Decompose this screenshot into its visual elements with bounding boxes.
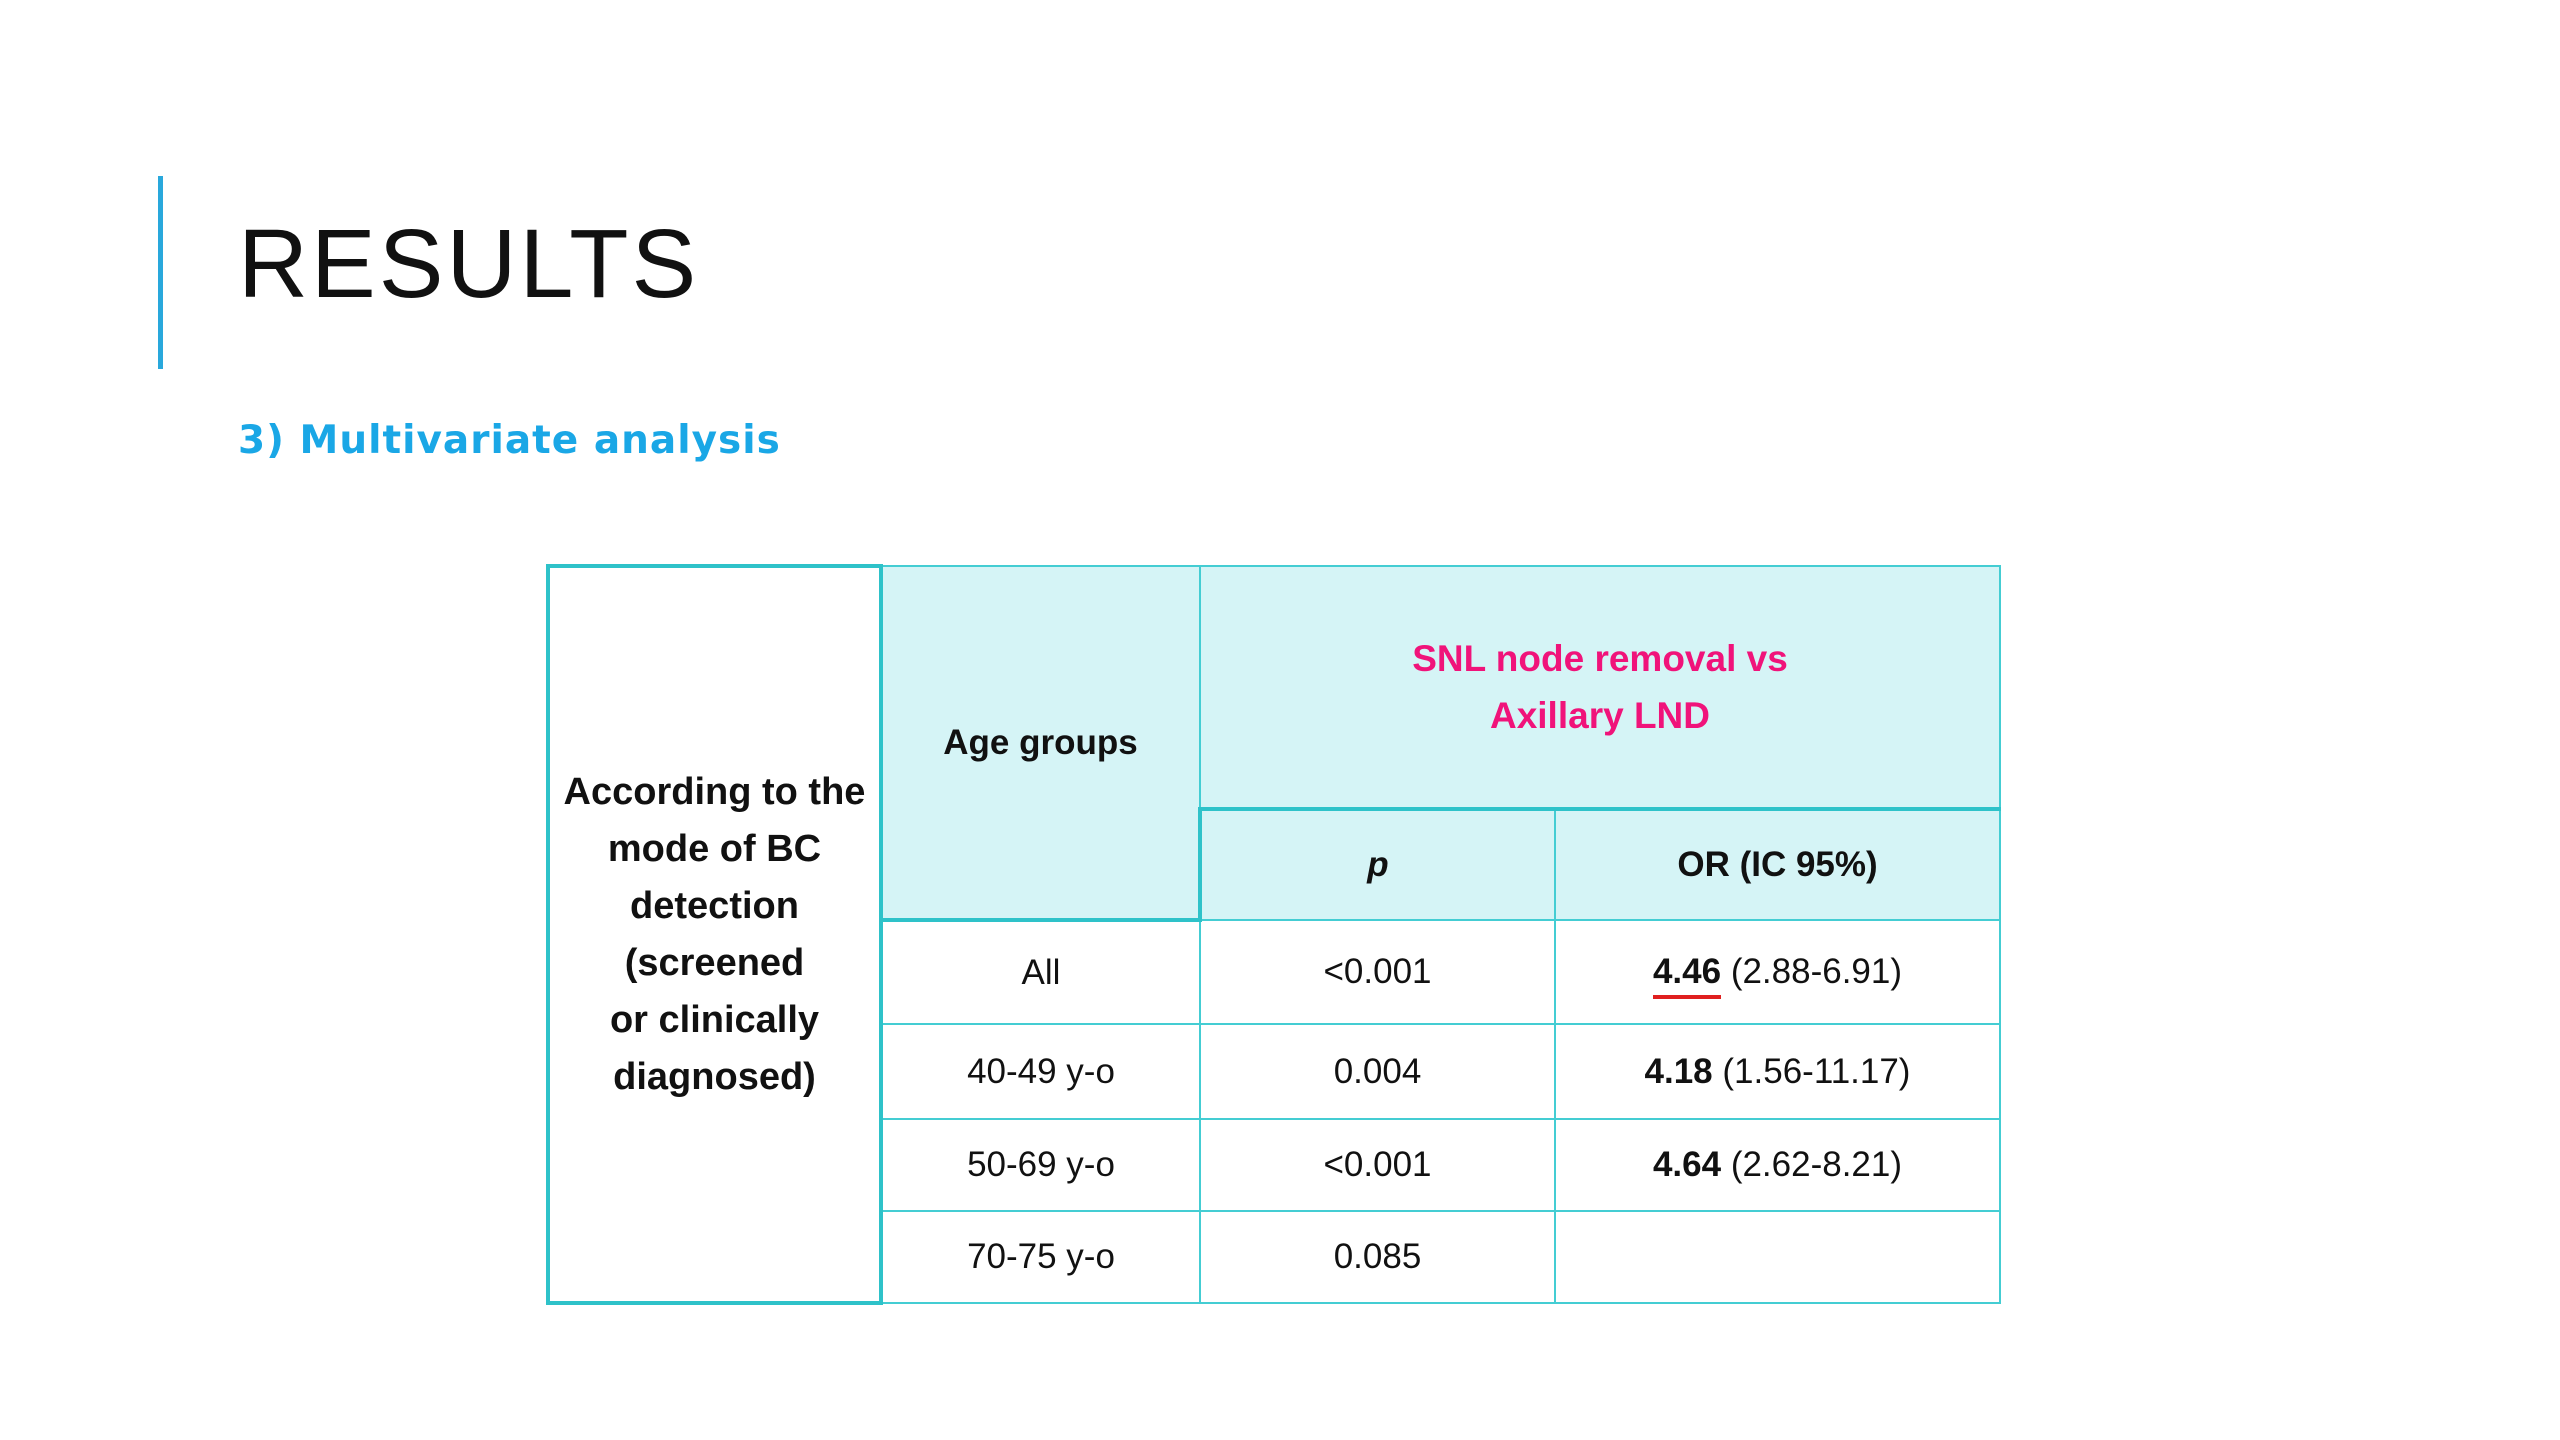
p-value-cell: 0.004 <box>1200 1024 1555 1119</box>
mode-line: diagnosed) <box>613 1055 816 1098</box>
confidence-interval: (2.62-8.21) <box>1730 1145 1903 1184</box>
age-cell: 70-75 y-o <box>881 1211 1200 1303</box>
age-cell: 40-49 y-o <box>881 1024 1200 1119</box>
title-accent-bar <box>158 176 163 369</box>
mode-line: or clinically <box>609 998 820 1041</box>
p-value-cell: <0.001 <box>1200 1119 1555 1211</box>
age-groups-header <box>881 566 1200 920</box>
odds-ratio-cell <box>1555 1024 2000 1119</box>
mode-line: mode of BC <box>607 827 822 870</box>
odds-ratio-cell <box>1555 1119 2000 1211</box>
mode-of-detection-cell <box>548 566 881 1303</box>
p-value-cell: <0.001 <box>1200 920 1555 1024</box>
age-groups-header-label: Age groups <box>943 722 1138 762</box>
odds-ratio-cell <box>1555 920 2000 1024</box>
comparison-header-line: Axillary LND <box>1489 695 1710 736</box>
slide-title: RESULTS <box>238 209 700 318</box>
age-cell: 50-69 y-o <box>881 1119 1200 1211</box>
age-cell: All <box>881 920 1200 1024</box>
confidence-interval: (1.56-11.17) <box>1722 1051 1911 1091</box>
comparison-header-line: SNL node removal vs <box>1412 638 1788 679</box>
confidence-interval: (2.88-6.91) <box>1730 952 1903 991</box>
mode-line: According to the <box>563 770 866 813</box>
p-value-header: p <box>1200 809 1555 920</box>
mode-line: detection <box>630 884 799 927</box>
multivariate-results-table <box>546 564 2001 1305</box>
odds-ratio-value: 4.64 <box>1652 1145 1722 1184</box>
odds-ratio-header: OR (IC 95%) <box>1555 809 2000 920</box>
slide-subtitle: 3) Multivariate analysis <box>238 418 781 463</box>
odds-ratio-value: 4.46 <box>1653 952 1721 999</box>
mode-line: (screened <box>624 941 805 984</box>
comparison-header <box>1200 566 2000 809</box>
odds-ratio-cell <box>1555 1211 2000 1303</box>
p-value-cell: 0.085 <box>1200 1211 1555 1303</box>
odds-ratio-value: 4.18 <box>1644 1051 1713 1091</box>
